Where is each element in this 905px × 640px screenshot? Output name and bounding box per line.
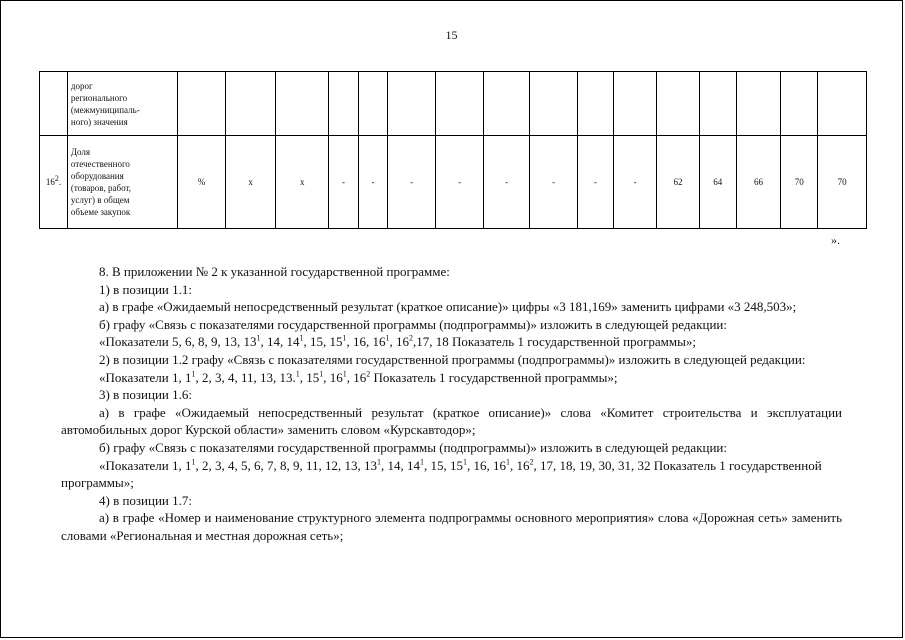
value-cell: - — [530, 136, 577, 229]
indicator-name-cell: Доля отечественного оборудования (товаров, работ, услуг) в общем объеме закупок — [67, 136, 177, 229]
value-cell: 70 — [818, 136, 867, 229]
empty-cell — [657, 72, 699, 136]
empty-cell — [613, 72, 656, 136]
paragraph: «Показатели 1, $1^1$, 2, 3, 4, 5, 6, 7, 8, 9, 11, 12, 13, $13^1$, 14, $14^1$, 15, $15^1$, 16, $16^1$, $16^2$, 17, 18, 19, 30, 31, 32 Показатель 1 государственной программы»; — [61, 457, 822, 491]
paragraph: 2) в позиции 1.2 графу «Связь с показателями государственной программы (подпрограммы)» изложить в следующей редакции: — [99, 351, 806, 367]
value-cell: 66 — [736, 136, 780, 229]
empty-cell — [276, 72, 329, 136]
paragraph: 8. В приложении № 2 к указанной государственной программе: — [99, 264, 450, 279]
empty-cell — [818, 72, 867, 136]
indicator-name-cell: дорог регионального (межмуниципаль- ного) значения — [67, 72, 177, 136]
value-cell: - — [329, 136, 359, 229]
table-row — [40, 136, 867, 229]
row-number-cell: $16^2$. — [40, 136, 68, 229]
empty-cell — [736, 72, 780, 136]
empty-cell — [387, 72, 436, 136]
value-cell: х — [276, 136, 329, 229]
value-cell: - — [613, 136, 656, 229]
empty-cell — [225, 72, 276, 136]
paragraph: а) в графе «Ожидаемый непосредственный результат (краткое описание)» цифры «3 181,169» заменить цифрами «3 248,503»; — [99, 299, 797, 315]
value-cell: - — [483, 136, 529, 229]
paragraph: 3) в позиции 1.6: — [99, 387, 192, 403]
amendment-text — [61, 263, 842, 545]
value-cell: х — [225, 136, 276, 229]
table-closing-quote: ». — [831, 233, 840, 247]
page-number: 15 — [445, 28, 458, 42]
paragraph: а) в графе «Номер и наименование структурного элемента подпрограммы основного мероприятия» слова «Дорожная сеть» заменить словами «Региональная и местная дорожная сеть»; — [61, 510, 842, 543]
empty-cell — [530, 72, 577, 136]
empty-cell — [329, 72, 359, 136]
value-cell: 70 — [781, 136, 818, 229]
table-row — [40, 72, 867, 136]
empty-cell — [577, 72, 613, 136]
paragraph: 4) в позиции 1.7: — [99, 492, 192, 508]
paragraph: а) в графе «Ожидаемый непосредственный результат (краткое описание)» слова «Комитет строительства и эксплуатации автомобильных дорог Курской области» заменить словом «Курскавтодор»; — [61, 404, 842, 438]
paragraph: б) графу «Связь с показателями государственной программы (подпрограммы)» изложить в следующей редакции: — [99, 316, 728, 332]
value-cell: - — [387, 136, 436, 229]
indicators-table — [39, 71, 867, 229]
value-cell: - — [577, 136, 613, 229]
paragraph: б) графу «Связь с показателями государственной программы (подпрограммы)» изложить в следующей редакции: — [99, 439, 728, 455]
empty-cell — [358, 72, 387, 136]
value-cell: - — [436, 136, 483, 229]
empty-cell — [781, 72, 818, 136]
value-cell: 64 — [699, 136, 736, 229]
value-cell: - — [358, 136, 387, 229]
empty-cell — [436, 72, 483, 136]
paragraph: 1) в позиции 1.1: — [99, 281, 192, 297]
value-cell: 62 — [657, 136, 699, 229]
row-number-cell — [40, 72, 68, 136]
empty-cell — [483, 72, 529, 136]
paragraph: «Показатели 1, $1^1$, 2, 3, 4, 11, 13, 13.$^1$, $15^1$, $16^1$, $16^2$ Показатель 1 государственной программы»; — [99, 369, 618, 385]
unit-cell: % — [178, 136, 225, 229]
paragraph: «Показатели 5, 6, 8, 9, 13, $13^1$, 14, $14^1$, 15, $15^1$, 16, $16^1$, $16^2,17$, 18 Показатель 1 государственной программы»; — [99, 334, 696, 350]
empty-cell — [699, 72, 736, 136]
empty-cell — [178, 72, 225, 136]
